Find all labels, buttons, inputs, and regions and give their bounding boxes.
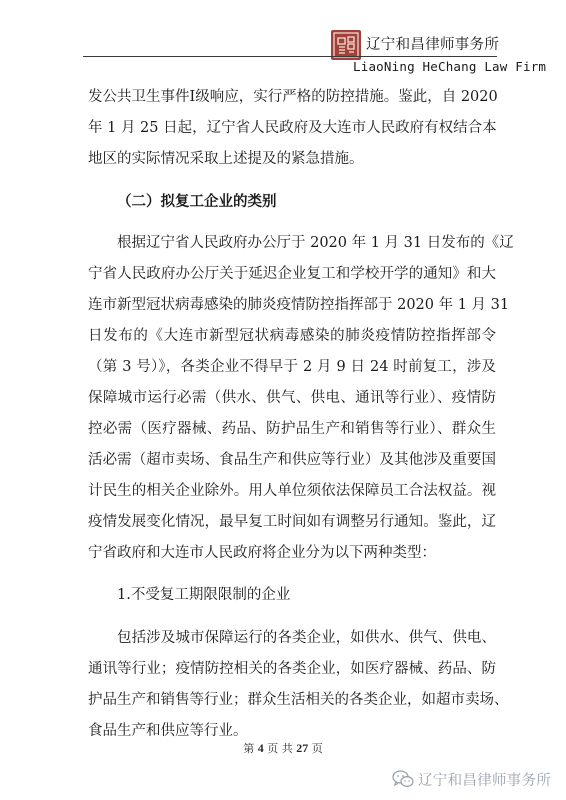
firm-name-en: LiaoNing HeChang Law Firm xyxy=(353,59,547,74)
header-divider xyxy=(83,56,497,57)
body-line: 护品生产和销售等行业；群众生活相关的各类企业，如超市卖场、 xyxy=(88,692,509,708)
body-line: 活必需（超市卖场、食品生产和供应等行业）及其他涉及重要国 xyxy=(88,452,496,468)
page-prefix: 第 xyxy=(243,742,255,755)
wechat-icon xyxy=(392,770,414,788)
firm-name-cn: 辽宁和昌律师事务所 xyxy=(366,37,500,53)
page-total: 27 xyxy=(296,741,309,755)
body-line: 计民生的相关企业除外。用人单位须依法保障员工合法权益。视 xyxy=(88,483,496,499)
watermark-text: 辽宁和昌律师事务所 xyxy=(418,772,552,789)
body-line: 食品生产和供应等行业。 xyxy=(88,723,248,739)
wechat-watermark xyxy=(392,768,551,790)
body-line: 宁省政府和大连市人民政府将企业分为以下两种类型： xyxy=(88,545,436,561)
body-line: 通讯等行业；疫情防控相关的各类企业，如医疗器械、药品、防 xyxy=(88,661,496,677)
body-line: 疫情发展变化情况，最早复工时间如有调整另行通知。鉴此，辽 xyxy=(88,514,496,530)
page-header xyxy=(0,0,566,80)
body-line: 发公共卫生事件Ⅰ级响应，实行严格的防控措施。鉴此，自 2020 xyxy=(88,89,498,105)
page-current: 4 xyxy=(257,741,264,755)
body-line: 连市新型冠状病毒感染的肺炎疫情防控指挥部于 2020 年 1 月 31 xyxy=(88,297,510,313)
section-heading: （二）拟复工企业的类别 xyxy=(117,194,277,210)
page-number xyxy=(0,740,566,756)
body-line: 日发布的《大连市新型冠状病毒感染的肺炎疫情防控指挥部令 xyxy=(88,328,496,344)
page-middle: 页 共 xyxy=(267,742,293,755)
body-line: 年 1 月 25 日起，辽宁省人民政府及大连市人民政府有权结合本 xyxy=(88,120,497,136)
body-line: 地区的实际情况采取上述提及的紧急措施。 xyxy=(88,151,364,167)
subheading: 1.不受复工期限限制的企业 xyxy=(117,587,291,603)
body-line: 保障城市运行必需（供水、供气、供电、通讯等行业）、疫情防 xyxy=(88,390,496,406)
body-line: 包括涉及城市保障运行的各类企业，如供水、供气、供电、 xyxy=(117,630,496,646)
page-suffix: 页 xyxy=(311,742,323,755)
body-line: 宁省人民政府办公厅关于延迟企业复工和学校开学的通知》和大 xyxy=(88,266,496,282)
body-line: （第 3 号）》，各类企业不得早于 2 月 9 日 24 时前复工，涉及 xyxy=(88,359,496,375)
body-line: 根据辽宁省人民政府办公厅于 2020 年 1 月 31 日发布的《辽 xyxy=(117,235,514,251)
body-line: 控必需（医疗器械、药品、防护品生产和销售等行业）、群众生 xyxy=(88,421,496,437)
